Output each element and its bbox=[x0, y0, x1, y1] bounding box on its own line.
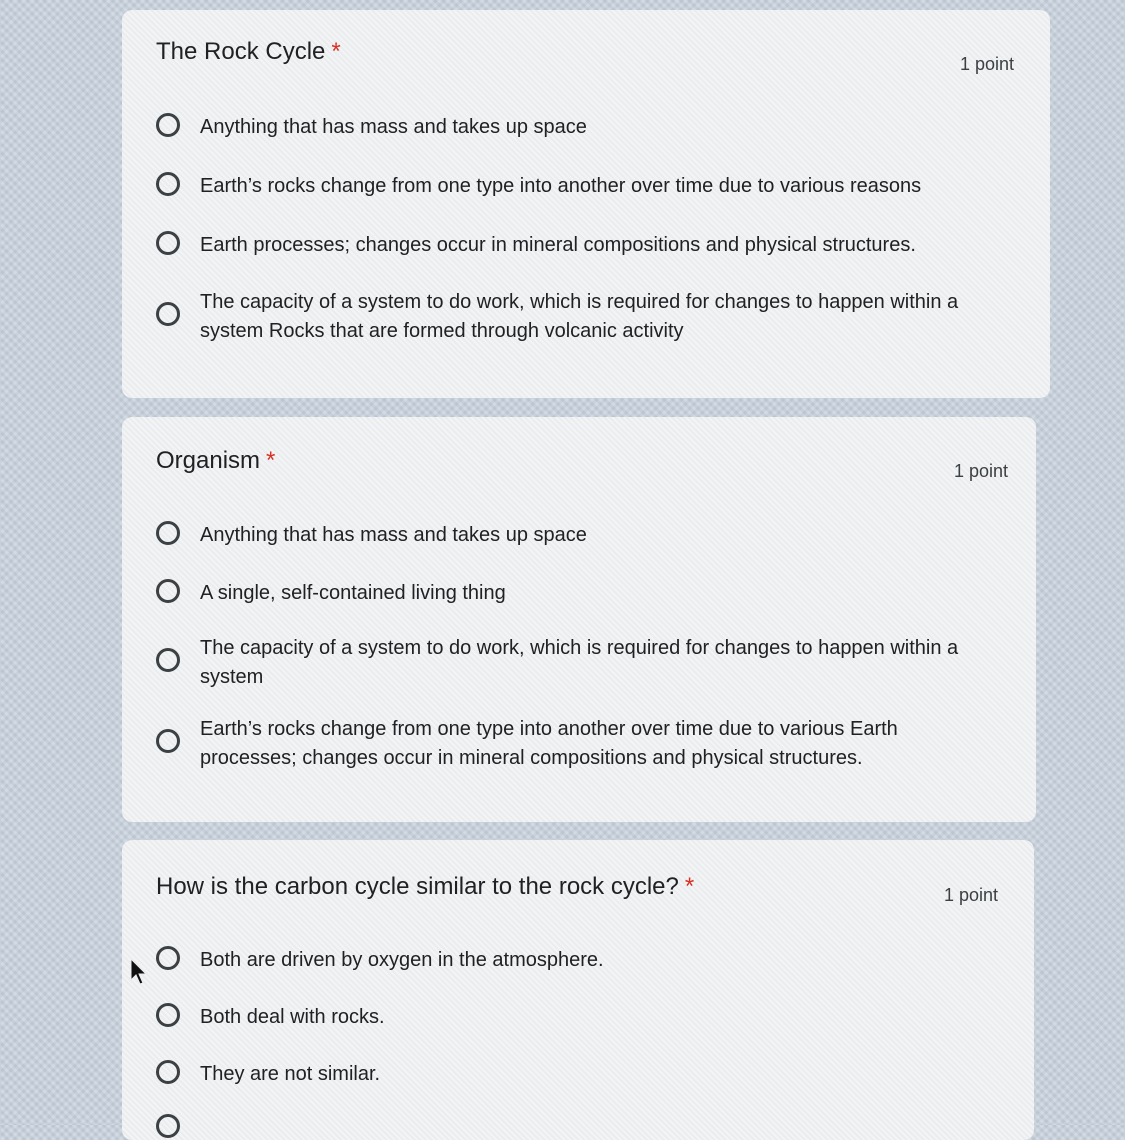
radio-option[interactable] bbox=[156, 288, 1020, 346]
points-label: 1 point bbox=[943, 885, 998, 905]
question-title-text: How is the carbon cycle similar to the rock cycle? bbox=[156, 873, 679, 900]
option-label: Both deal with rocks. bbox=[200, 1006, 385, 1028]
question-title bbox=[156, 873, 694, 901]
radio-option[interactable] bbox=[156, 113, 1020, 142]
radio-option-partial[interactable] bbox=[156, 1114, 180, 1138]
points-label: 1 point bbox=[959, 54, 1014, 74]
radio-option[interactable] bbox=[156, 1003, 960, 1032]
radio-button-icon[interactable] bbox=[156, 113, 180, 137]
radio-button-icon[interactable] bbox=[156, 231, 180, 255]
points-label: 1 point bbox=[953, 461, 1008, 481]
option-label: Anything that has mass and takes up space bbox=[200, 524, 587, 546]
radio-option[interactable] bbox=[156, 715, 940, 773]
question-card-carbon-cycle bbox=[122, 840, 1034, 1140]
question-title-text: The Rock Cycle bbox=[156, 38, 326, 65]
required-asterisk: * bbox=[684, 873, 695, 900]
mouse-pointer-icon bbox=[130, 958, 148, 986]
radio-button-icon[interactable] bbox=[156, 1060, 180, 1084]
radio-button-icon[interactable] bbox=[156, 579, 180, 603]
option-label: Earth’s rocks change from one type into another over time due to various Earth processes; changes occur in mineral compositions and physical structures. bbox=[200, 718, 898, 769]
radio-option[interactable] bbox=[156, 231, 1020, 260]
radio-button-icon[interactable] bbox=[156, 946, 180, 970]
option-label: Earth’s rocks change from one type into another over time due to various reasons bbox=[200, 175, 922, 197]
radio-button-icon[interactable] bbox=[156, 521, 180, 545]
radio-option[interactable] bbox=[156, 172, 1020, 201]
option-label: They are not similar. bbox=[200, 1063, 381, 1085]
option-label: A single, self-contained living thing bbox=[200, 582, 506, 604]
radio-option[interactable] bbox=[156, 946, 960, 975]
question-card-rock-cycle bbox=[122, 10, 1050, 398]
option-label: The capacity of a system to do work, which is required for changes to happen within a system bbox=[200, 637, 959, 688]
required-asterisk: * bbox=[266, 447, 276, 474]
question-title bbox=[156, 447, 275, 475]
radio-option[interactable] bbox=[156, 1060, 960, 1089]
option-label: The capacity of a system to do work, which is required for changes to happen within a system Rocks that are formed through volcanic activity bbox=[200, 291, 959, 342]
question-title bbox=[156, 38, 341, 66]
radio-option[interactable] bbox=[156, 521, 1000, 550]
question-title-text: Organism bbox=[156, 447, 261, 474]
radio-button-icon[interactable] bbox=[156, 172, 180, 196]
radio-button-icon[interactable] bbox=[156, 1114, 180, 1138]
option-label: Both are driven by oxygen in the atmosphere. bbox=[200, 949, 604, 971]
radio-option[interactable] bbox=[156, 634, 1000, 692]
required-asterisk: * bbox=[331, 38, 341, 65]
radio-button-icon[interactable] bbox=[156, 1003, 180, 1027]
question-card-organism bbox=[122, 417, 1036, 822]
radio-button-icon[interactable] bbox=[156, 302, 180, 326]
radio-option[interactable] bbox=[156, 579, 1000, 608]
option-label: Earth processes; changes occur in mineral compositions and physical structures. bbox=[200, 234, 916, 256]
radio-button-icon[interactable] bbox=[156, 729, 180, 753]
radio-button-icon[interactable] bbox=[156, 648, 180, 672]
option-label: Anything that has mass and takes up space bbox=[200, 116, 587, 138]
